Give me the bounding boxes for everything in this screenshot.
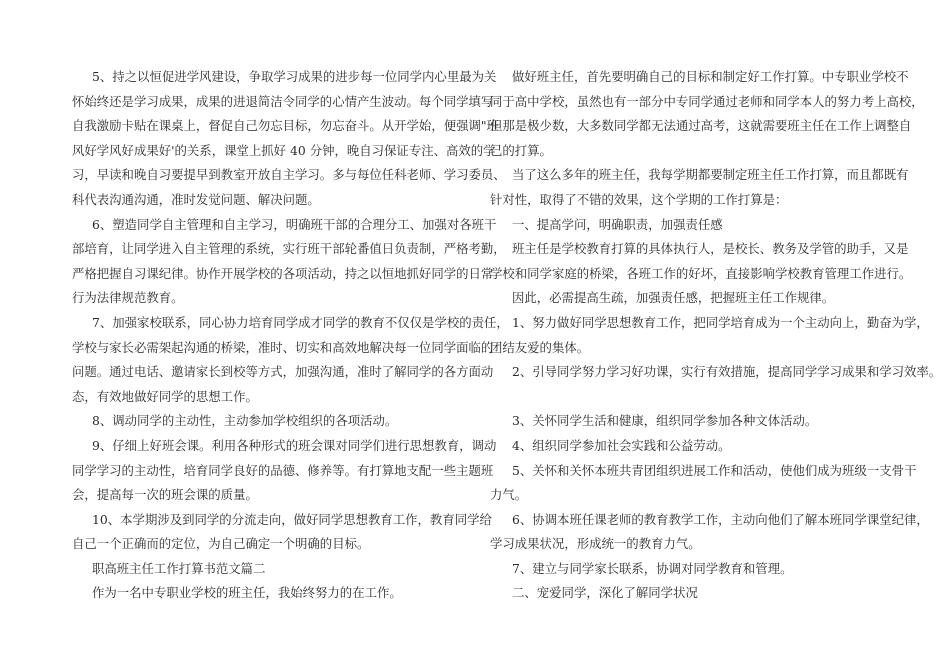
right-column: [490, 65, 942, 606]
text-line: 1、努力做好同学思想教育工作，把同学培育成为一个主动向上，勤奋为学，: [512, 314, 929, 330]
text-line: 7、建立与同学家长联系，协调对同学教育和管理。: [512, 560, 793, 576]
section-heading: 一、提高学问，明确职责，加强责任感: [512, 216, 723, 232]
text-line: 风好学风好成果好'的关系，课堂上抓好 40 分钟，晚自习保证专注、高效的学: [72, 142, 496, 158]
text-line: 学校和同学家庭的桥梁，各班工作的好坏，直接影响学校教育管理工作进行。: [490, 265, 912, 281]
text-line: 作为一名中专职业学校的班主任，我始终努力的在工作。: [92, 585, 402, 601]
text-line: 做好班主任，首先要明确自己的目标和制定好工作打算。中专职业学校不: [512, 69, 909, 84]
text-line: 针对性，取得了不错的效果，这个学期的工作打算是：: [490, 191, 788, 207]
blank-line: [490, 385, 890, 410]
text-line: 问题。通过电话、邀请家长到校等方式，加强沟通，准时了解同学的各方面动: [72, 364, 494, 380]
text-line: 3、关怀同学生活和健康，组织同学参加各种文体活动。: [512, 413, 818, 429]
text-line: 班主任是学校教育打算的具体执行人，是校长、教务及学管的助手，又是: [512, 241, 909, 257]
text-line: 9、仔细上好班会课。利用各种形式的班会课对同学们进行思想教育，调动: [92, 437, 497, 453]
text-line: 自我激励卡贴在课桌上，督促自己勿忘目标，勿忘奋斗。从开学始，便强调"班: [72, 118, 499, 134]
text-line: 部培育，让同学进入自主管理的系统，实行班干部轮番值日负责制，严格考勤，: [72, 241, 506, 257]
text-line: 严格把握自习课纪律。协作开展学校的各项活动，持之以恒地抓好同学的日常: [72, 265, 494, 281]
section-heading: 二、宠爱同学，深化了解同学状况: [512, 585, 698, 601]
text-line: 习，早读和晚自习要提早到教室开放自主学习。多与每位任科老师、学习委员、: [72, 167, 506, 183]
text-line: 态，有效地做好同学的思想工作。: [72, 388, 258, 404]
text-line: 6、协调本班任课老师的教育教学工作，主动向他们了解本班同学课堂纪律，: [512, 511, 929, 527]
text-line: 因此，必需提高生疏，加强责任感，把握班主任工作规律。: [512, 290, 835, 306]
text-line: 当了这么多年的班主任，我每学期都要制定班主任工作打算，而且都既有: [512, 167, 909, 183]
text-line: 2、引导同学努力学习好功课，实行有效措施，提高同学学习成果和学习效率。: [512, 364, 942, 380]
text-line: 团结友爱的集体。: [490, 339, 590, 355]
text-line: 力气。: [490, 487, 528, 503]
text-line: 己的打算。: [490, 142, 552, 158]
text-line: 6、塑造同学自主管理和自主学习，明确班干部的合理分工、加强对各班干: [92, 216, 497, 232]
text-line: 7、加强家校联系，同心协力培育同学成才同学的教育不仅仅是学校的责任，: [92, 314, 509, 330]
text-line: 自己一个正确而的定位，为自己确定一个明确的目标。: [72, 536, 370, 552]
text-line: 5、关怀和关怀本班共青团组织进展工作和活动，使他们成为班级一支骨干: [512, 462, 917, 478]
text-line: 学校与家长必需架起沟通的桥梁，准时、切实和高效地解决每一位同学面临的: [72, 339, 494, 355]
text-line: 同学学习的主动性，培育同学良好的品德、修养等。有打算地支配一些主题班: [72, 462, 494, 478]
text-line: 同于高中学校，虽然也有一部分中专同学通过老师和同学本人的努力考上高校，: [490, 93, 924, 109]
text-line: 5、持之以恒促进学风建设，争取学习成果的进步每一位同学内心里最为关: [92, 69, 497, 84]
text-line: 怀始终还是学习成果，成果的进退简洁令同学的心情产生波动。每个同学填写: [72, 93, 494, 109]
text-line: 4、组织同学参加社会实践和公益劳动。: [512, 437, 731, 453]
section-heading: 职高班主任工作打算书范文篇二: [92, 560, 266, 576]
text-line: 行为法律规范教育。: [72, 290, 184, 306]
text-line: 科代表沟通沟通，准时发觉问题、解决问题。: [72, 191, 320, 207]
text-line: 8、调动同学的主动性，主动参加学校组织的各项活动。: [92, 413, 398, 429]
text-line: 但那是极少数，大多数同学都无法通过高考，这就需要班主任在工作上调整自: [490, 118, 912, 134]
text-line: 会，提高每一次的班会课的质量。: [72, 487, 258, 503]
text-line: 10、本学期涉及到同学的分流走向，做好同学思想教育工作，教育同学给: [92, 511, 492, 527]
text-line: 学习成果状况，形成统一的教育力气。: [490, 536, 701, 552]
